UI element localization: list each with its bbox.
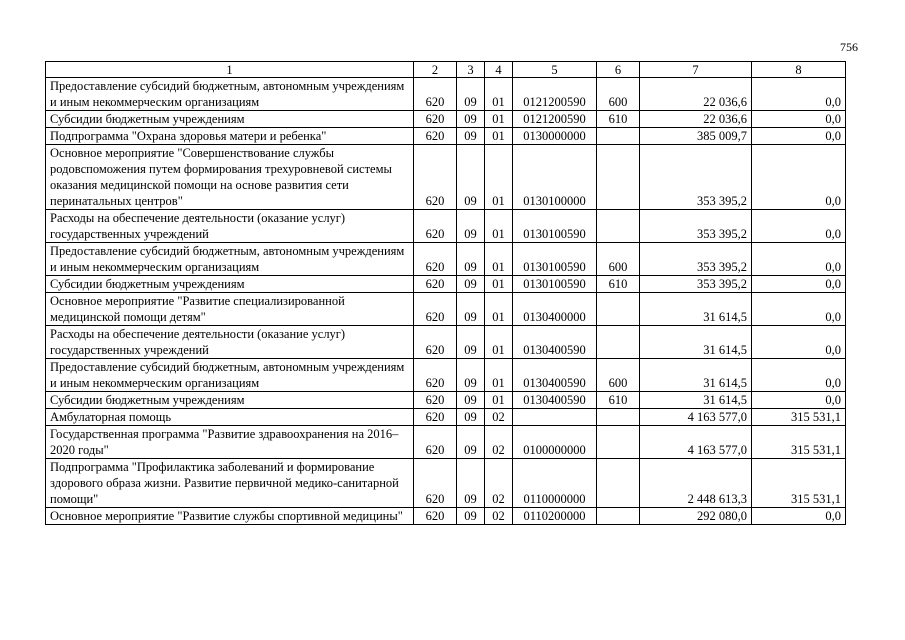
- item-name: Основное мероприятие "Совершенствование службы родовспоможения путем формирования трехуровневой системы оказания медицинской помощи на основе развития сети перинатальных центров": [46, 145, 414, 210]
- amount-total: 2 448 613,3: [640, 459, 752, 508]
- table-row: [46, 276, 846, 293]
- subsection-code: 02: [485, 508, 513, 525]
- item-name: Государственная программа "Развитие здравоохранения на 2016–2020 годы": [46, 426, 414, 459]
- expense-type-code: [597, 409, 640, 426]
- target-article-code: 0130100590: [513, 243, 597, 276]
- subsection-code: 02: [485, 409, 513, 426]
- expense-type-code: 610: [597, 276, 640, 293]
- amount-subvention: 0,0: [752, 326, 846, 359]
- amount-subvention: 0,0: [752, 145, 846, 210]
- table-row: [46, 293, 846, 326]
- table-row: [46, 359, 846, 392]
- section-code: 09: [457, 508, 485, 525]
- amount-subvention: 315 531,1: [752, 459, 846, 508]
- expense-type-code: 610: [597, 392, 640, 409]
- section-code: 09: [457, 459, 485, 508]
- table-row: [46, 128, 846, 145]
- amount-subvention: 0,0: [752, 508, 846, 525]
- ministry-code: 620: [414, 508, 457, 525]
- target-article-code: 0121200590: [513, 78, 597, 111]
- amount-total: 4 163 577,0: [640, 426, 752, 459]
- target-article-code: 0130400590: [513, 359, 597, 392]
- item-name: Предоставление субсидий бюджетным, автономным учреждениям и иным некоммерческим организациям: [46, 78, 414, 111]
- ministry-code: 620: [414, 426, 457, 459]
- section-code: 09: [457, 426, 485, 459]
- subsection-code: 01: [485, 293, 513, 326]
- expense-type-code: [597, 210, 640, 243]
- expense-type-code: [597, 426, 640, 459]
- ministry-code: 620: [414, 359, 457, 392]
- amount-total: 31 614,5: [640, 392, 752, 409]
- header-cell: 5: [513, 62, 597, 78]
- target-article-code: 0130100590: [513, 276, 597, 293]
- subsection-code: 01: [485, 392, 513, 409]
- amount-subvention: 0,0: [752, 276, 846, 293]
- item-name: Субсидии бюджетным учреждениям: [46, 276, 414, 293]
- subsection-code: 01: [485, 111, 513, 128]
- subsection-code: 02: [485, 459, 513, 508]
- item-name: Субсидии бюджетным учреждениям: [46, 392, 414, 409]
- item-name: Подпрограмма "Охрана здоровья матери и ребенка": [46, 128, 414, 145]
- header-cell: 7: [640, 62, 752, 78]
- item-name: Расходы на обеспечение деятельности (оказание услуг) государственных учреждений: [46, 326, 414, 359]
- expense-type-code: [597, 293, 640, 326]
- ministry-code: 620: [414, 78, 457, 111]
- expense-type-code: [597, 326, 640, 359]
- amount-total: 353 395,2: [640, 145, 752, 210]
- ministry-code: 620: [414, 392, 457, 409]
- table-row: [46, 210, 846, 243]
- header-cell: 1: [46, 62, 414, 78]
- item-name: Амбулаторная помощь: [46, 409, 414, 426]
- amount-total: 31 614,5: [640, 359, 752, 392]
- table-row: [46, 392, 846, 409]
- subsection-code: 01: [485, 276, 513, 293]
- table-row: [46, 243, 846, 276]
- expense-type-code: [597, 508, 640, 525]
- target-article-code: 0100000000: [513, 426, 597, 459]
- section-code: 09: [457, 145, 485, 210]
- ministry-code: 620: [414, 128, 457, 145]
- amount-total: 4 163 577,0: [640, 409, 752, 426]
- item-name: Предоставление субсидий бюджетным, автономным учреждениям и иным некоммерческим организациям: [46, 243, 414, 276]
- expense-type-code: 600: [597, 78, 640, 111]
- item-name: Основное мероприятие "Развитие службы спортивной медицины": [46, 508, 414, 525]
- target-article-code: 0130000000: [513, 128, 597, 145]
- amount-subvention: 0,0: [752, 359, 846, 392]
- ministry-code: 620: [414, 145, 457, 210]
- item-name: Субсидии бюджетным учреждениям: [46, 111, 414, 128]
- target-article-code: [513, 409, 597, 426]
- table-row: [46, 409, 846, 426]
- table-row: [46, 326, 846, 359]
- amount-subvention: 315 531,1: [752, 426, 846, 459]
- amount-subvention: 0,0: [752, 128, 846, 145]
- header-cell: 4: [485, 62, 513, 78]
- amount-subvention: 0,0: [752, 243, 846, 276]
- header-row: [46, 62, 846, 78]
- section-code: 09: [457, 78, 485, 111]
- expense-type-code: [597, 459, 640, 508]
- target-article-code: 0130100590: [513, 210, 597, 243]
- section-code: 09: [457, 359, 485, 392]
- amount-subvention: 0,0: [752, 293, 846, 326]
- table-row: [46, 426, 846, 459]
- ministry-code: 620: [414, 459, 457, 508]
- section-code: 09: [457, 276, 485, 293]
- table-row: [46, 459, 846, 508]
- ministry-code: 620: [414, 276, 457, 293]
- item-name: Предоставление субсидий бюджетным, автономным учреждениям и иным некоммерческим организациям: [46, 359, 414, 392]
- subsection-code: 01: [485, 210, 513, 243]
- expense-type-code: [597, 128, 640, 145]
- amount-total: 353 395,2: [640, 276, 752, 293]
- amount-subvention: 315 531,1: [752, 409, 846, 426]
- subsection-code: 01: [485, 128, 513, 145]
- amount-subvention: 0,0: [752, 392, 846, 409]
- amount-subvention: 0,0: [752, 210, 846, 243]
- subsection-code: 01: [485, 78, 513, 111]
- table-row: [46, 508, 846, 525]
- expense-type-code: 600: [597, 359, 640, 392]
- target-article-code: 0130400590: [513, 392, 597, 409]
- item-name: Расходы на обеспечение деятельности (оказание услуг) государственных учреждений: [46, 210, 414, 243]
- ministry-code: 620: [414, 326, 457, 359]
- amount-total: 31 614,5: [640, 293, 752, 326]
- expense-type-code: [597, 145, 640, 210]
- ministry-code: 620: [414, 210, 457, 243]
- amount-total: 22 036,6: [640, 78, 752, 111]
- section-code: 09: [457, 128, 485, 145]
- amount-total: 353 395,2: [640, 243, 752, 276]
- ministry-code: 620: [414, 243, 457, 276]
- section-code: 09: [457, 210, 485, 243]
- target-article-code: 0130100000: [513, 145, 597, 210]
- ministry-code: 620: [414, 409, 457, 426]
- budget-table: [45, 61, 846, 525]
- subsection-code: 01: [485, 359, 513, 392]
- amount-total: 22 036,6: [640, 111, 752, 128]
- amount-total: 385 009,7: [640, 128, 752, 145]
- section-code: 09: [457, 409, 485, 426]
- header-cell: 2: [414, 62, 457, 78]
- header-cell: 6: [597, 62, 640, 78]
- subsection-code: 01: [485, 145, 513, 210]
- amount-total: 31 614,5: [640, 326, 752, 359]
- section-code: 09: [457, 111, 485, 128]
- amount-total: 353 395,2: [640, 210, 752, 243]
- section-code: 09: [457, 243, 485, 276]
- amount-total: 292 080,0: [640, 508, 752, 525]
- amount-subvention: 0,0: [752, 111, 846, 128]
- header-cell: 8: [752, 62, 846, 78]
- section-code: 09: [457, 326, 485, 359]
- item-name: Основное мероприятие "Развитие специализированной медицинской помощи детям": [46, 293, 414, 326]
- expense-type-code: 610: [597, 111, 640, 128]
- header-cell: 3: [457, 62, 485, 78]
- target-article-code: 0130400590: [513, 326, 597, 359]
- table-row: [46, 111, 846, 128]
- page-number: 756: [840, 40, 858, 54]
- target-article-code: 0121200590: [513, 111, 597, 128]
- section-code: 09: [457, 293, 485, 326]
- subsection-code: 01: [485, 243, 513, 276]
- table-row: [46, 145, 846, 210]
- item-name: Подпрограмма "Профилактика заболеваний и формирование здорового образа жизни. Развитие первичной медико-санитарной помощи": [46, 459, 414, 508]
- target-article-code: 0130400000: [513, 293, 597, 326]
- table-row: [46, 78, 846, 111]
- amount-subvention: 0,0: [752, 78, 846, 111]
- ministry-code: 620: [414, 111, 457, 128]
- subsection-code: 01: [485, 326, 513, 359]
- subsection-code: 02: [485, 426, 513, 459]
- expense-type-code: 600: [597, 243, 640, 276]
- section-code: 09: [457, 392, 485, 409]
- ministry-code: 620: [414, 293, 457, 326]
- target-article-code: 0110000000: [513, 459, 597, 508]
- target-article-code: 0110200000: [513, 508, 597, 525]
